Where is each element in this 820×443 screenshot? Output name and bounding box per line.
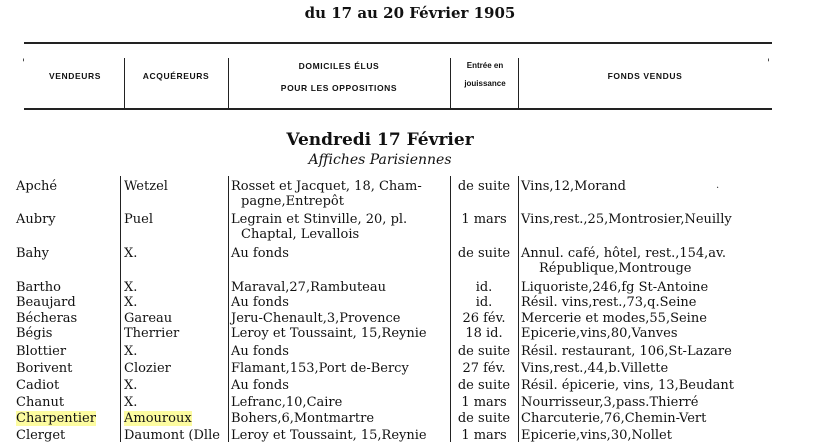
entree-cell: de suite [457,411,511,426]
acquereur-cell: Clozier [124,361,171,376]
entree-cell: id. [475,295,493,310]
domicile-cell: Jeru-Chenault,3,Provence [231,311,401,326]
acquereur-cell: Therrier [124,326,180,341]
vendeur-cell: Beaujard [16,295,76,310]
page-title: du 17 au 20 Février 1905 [304,4,516,22]
domicile-cell: Leroy et Toussaint, 15,Reynie [231,428,427,443]
domicile-cell: Au fonds [231,344,289,359]
vendeur-cell-highlighted: Charpentier [16,411,96,426]
entree-cell: de suite [457,378,511,393]
column-header-vendeurs: VENDEURS [48,71,102,81]
table-divider [120,176,121,442]
header-bottom-rule [24,108,772,110]
fonds-cell: Mercerie et modes,55,Seine [521,311,707,326]
domicile-cell: Au fonds [231,295,289,310]
acquereur-cell: X. [124,280,138,295]
fonds-cell: Résil. restaurant, 106,St-Lazare [521,344,732,359]
header-divider [518,58,519,108]
vendeur-cell: Blottier [16,344,67,359]
section-day-title: Vendredi 17 Février [286,130,474,150]
entree-cell: 26 fév. [462,311,506,326]
header-divider [228,58,229,108]
domicile-cell: Bohers,6,Montmartre [231,411,375,426]
fonds-cell: Charcuterie,76,Chemin-Vert [521,411,707,426]
entree-cell: 1 mars [461,212,507,227]
table-divider [450,176,451,442]
fonds-cell: Vins,rest.,25,Montrosier,Neuilly [521,212,732,227]
fonds-cell: Epicerie,vins,80,Vanves [521,326,678,341]
entree-cell: 1 mars [461,395,507,410]
acquereur-cell: X. [124,344,138,359]
domicile-cell: Leroy et Toussaint, 15,Reynie [231,326,427,341]
vendeur-cell: Bécheras [16,311,78,326]
fonds-cell: Résil. vins,rest.,73,q.Seine [521,295,697,310]
entree-cell: 27 fév. [462,361,506,376]
vendeur-cell: Bahy [16,246,50,261]
column-header-domiciles: DOMICILES ÉLUS [298,61,380,71]
vendeur-cell: Chanut [16,395,65,410]
domicile-cell: Maraval,27,Rambuteau [231,280,386,295]
table-divider [228,176,229,442]
domicile-cell: Flamant,153,Port de-Bercy [231,361,409,376]
vendeur-cell: Bartho [16,280,61,295]
acquereur-cell: X. [124,378,138,393]
column-header-oppositions: POUR LES OPPOSITIONS [280,83,398,93]
domicile-cell: Legrain et Stinville, 20, pl. Chaptal, Levallois [231,212,408,242]
vendeur-cell: Apché [16,179,58,194]
fonds-cell: Nourrisseur,3,pass.Thierré [521,395,699,410]
column-marker: ' [22,58,25,69]
acquereur-cell: Daumont (Dlle [124,428,220,443]
acquereur-cell-highlighted: Amouroux [124,411,192,426]
vendeur-cell: Aubry [16,212,56,227]
domicile-cell: Lefranc,10,Caire [231,395,343,410]
vendeur-cell: Borivent [16,361,73,376]
domicile-cell: Au fonds [231,378,289,393]
header-top-rule [24,42,772,44]
column-marker: ' [767,58,770,69]
fonds-cell: Annul. café, hôtel, rest.,154,av. République,Montrouge [521,246,726,276]
column-header-entree: Entrée en [466,61,504,70]
vendeur-cell: Cadiot [16,378,60,393]
table-divider [518,176,519,442]
header-divider [450,58,451,108]
entree-cell: de suite [457,344,511,359]
fonds-cell: Vins,12,Morand [521,179,626,194]
acquereur-cell: Puel [124,212,153,227]
entree-cell: 1 mars [461,428,507,443]
vendeur-cell: Bégis [16,326,53,341]
fonds-cell: Epicerie,vins,30,Nollet [521,428,672,443]
vendeur-cell: Clerget [16,428,66,443]
acquereur-cell: Gareau [124,311,173,326]
domicile-cell: Rosset et Jacquet, 18, Cham- pagne,Entrepôt [231,179,422,209]
entree-cell: 18 id. [465,326,503,341]
entree-cell: de suite [457,179,511,194]
fonds-cell: Liquoriste,246,fg St-Antoine [521,280,709,295]
acquereur-cell: Wetzel [124,179,168,194]
column-header-fonds: FONDS VENDUS [607,71,683,81]
domicile-cell: Au fonds [231,246,289,261]
header-divider [124,58,125,108]
fonds-cell: Résil. épicerie, vins, 13,Beudant [521,378,734,393]
section-source-title: Affiches Parisiennes [308,152,452,168]
margin-mark: . [716,180,720,191]
acquereur-cell: X. [124,246,138,261]
entree-cell: id. [475,280,493,295]
entree-cell: de suite [457,246,511,261]
fonds-cell: Vins,rest.,44,b.Villette [521,361,669,376]
acquereur-cell: X. [124,295,138,310]
acquereur-cell: X. [124,395,138,410]
column-header-jouissance: jouissance [464,79,506,88]
column-header-acquereurs: ACQUÉREURS [142,71,210,81]
